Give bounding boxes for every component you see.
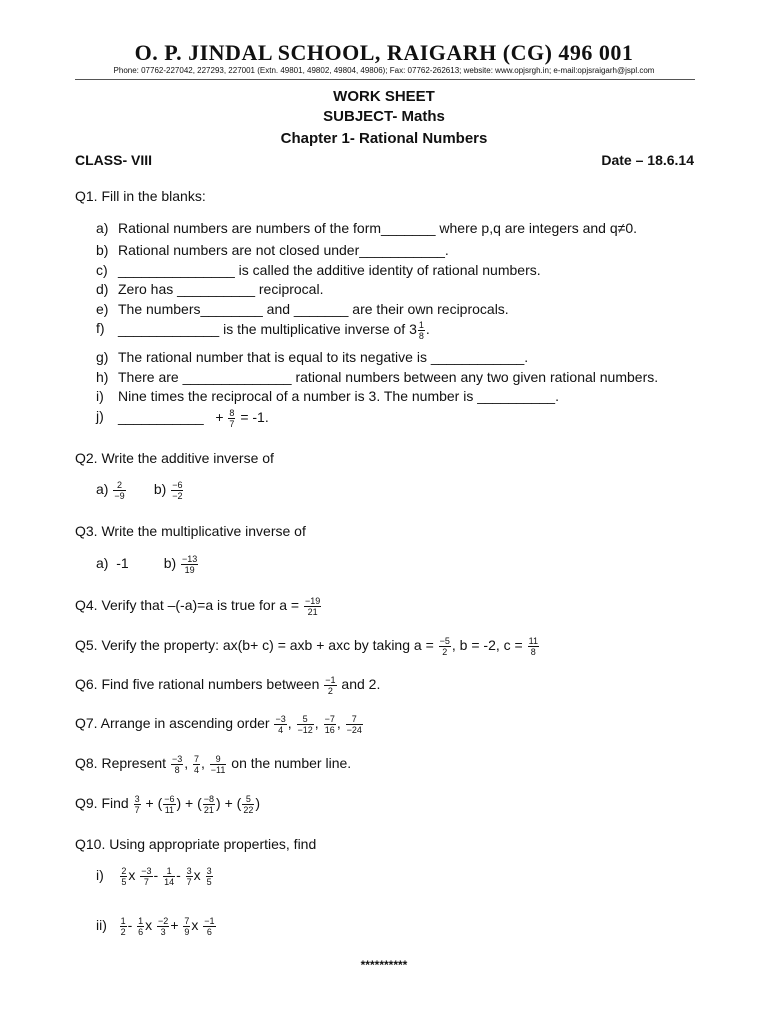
denominator: 8 [418,331,424,341]
numerator: −1 [204,916,215,926]
numerator: −13 [182,554,198,564]
item-text [118,408,269,429]
fraction [274,714,286,735]
denominator: −2 [172,491,183,501]
question-text: on the number line. [231,755,352,772]
fraction [210,754,227,775]
date-label: Date – 18.6.14 [601,152,694,168]
q9: Q9. Find $\frac{3}{7}$ + ( $\frac{-6}{11}$ ) + ( $\frac{-8}{21}$ ) + ( $\frac{5}{22}$ ) [75,794,261,815]
item-label: h) [96,369,109,385]
numerator: 1 [138,916,144,926]
denominator: 6 [138,927,144,937]
question-text: Q9. Find [75,795,129,812]
denominator: 7 [186,877,192,887]
numerator: −7 [324,714,335,724]
fraction [183,916,190,937]
item-label: b) [96,242,109,258]
item-label: e) [96,301,109,317]
part-label: i) [96,867,104,884]
fraction [186,866,193,887]
numerator: −3 [275,714,286,724]
worksheet-title: WORK SHEET [333,88,435,105]
fraction [324,675,336,696]
numerator: 3 [186,866,192,876]
denominator: 4 [274,724,286,735]
denominator: 9 [184,927,190,937]
numerator: −3 [141,866,152,876]
denominator: 5 [206,877,212,887]
denominator: 7 [229,419,235,429]
fraction [137,916,144,937]
fraction [228,408,235,429]
denominator: 4 [194,765,200,775]
question-text: Q6. Find five rational numbers between [75,676,320,693]
question-text: Q7. Arrange in ascending order [75,715,270,732]
q3-options [96,554,199,575]
item-text: The numbers________ and _______ are their own reciprocals. [118,301,509,317]
item-text: Zero has __________ reciprocal. [118,281,324,297]
denominator: 6 [203,926,215,937]
fraction [113,480,125,501]
fraction [163,794,175,815]
denominator: 11 [164,805,175,815]
item-text-part: _____________ is the multiplicative inverse of 3 [118,321,417,338]
chapter-title: Chapter 1- Rational Numbers [280,130,488,147]
question-text: Q4. Verify that –(-a)=a is true for a = [75,597,300,614]
q3-title: Q3. Write the multiplicative inverse of [75,523,306,539]
denominator: 22 [243,805,254,815]
fraction [163,866,175,887]
numerator: −6 [172,480,183,490]
option-label: a) [96,481,109,498]
item-text-end: . [425,321,430,338]
numerator: 1 [166,866,172,876]
denominator: 2 [120,927,126,937]
fraction [297,714,314,735]
fraction [418,320,425,341]
denominator: 19 [181,564,198,575]
option-label: b) [163,555,177,572]
item-label: i) [96,388,104,404]
q7: Q7. Arrange in ascending order $\frac{-3}{4}$ , $\frac{5}{-12}$ , $\frac{-7}{16}$ , $\frac{7}{-24}$ [75,714,362,735]
q1-item-j [0,408,768,432]
fraction [193,754,200,775]
q8: Q8. Represent $\frac{-3}{8}$ , $\frac{7}{4}$ , $\frac{9}{-11}$ on the number line. [75,754,352,775]
item-text: The rational number that is equal to its negative is ____________. [118,349,529,365]
denominator: 7 [140,876,152,887]
denominator: 7 [134,805,140,815]
numerator: −6 [164,794,175,804]
denominator: 21 [304,606,321,617]
numerator: 2 [116,480,122,490]
q5 [75,636,540,657]
denominator: −12 [297,725,313,735]
fraction [157,916,169,937]
q1-title: Q1. Fill in the blanks: [75,188,206,204]
fraction [203,794,215,815]
numerator: 7 [194,754,200,764]
class-label: CLASS- VIII [75,152,153,168]
numerator: 3 [134,794,140,804]
numerator: 3 [206,866,212,876]
numerator: 1 [418,320,424,330]
fraction [346,714,363,735]
question-text: and 2. [341,676,381,693]
option-value: -1 [116,555,129,572]
denominator: 16 [324,725,335,735]
numerator: 7 [351,714,357,724]
numerator: 1 [120,916,126,926]
denominator: 21 [203,805,214,815]
end-marker: ********** [360,958,408,972]
numerator: −19 [305,596,321,606]
denominator: −11 [210,765,226,775]
item-label: a) [96,220,109,236]
numerator: −5 [439,636,450,646]
numerator: 8 [229,408,235,418]
q10-part-ii: ii) $\frac{1}{2}$ - $\frac{1}{6}$ x $\frac{-2}{3}$ + $\frac{7}{9}$ x $\frac{-1}{6}$ [96,916,215,937]
item-text [118,320,430,341]
fraction [203,916,215,937]
question-text: Q5. Verify the property: ax(b+ c) = axb + axc by taking a = [75,637,434,654]
blank: ___________ [118,409,204,426]
numerator: 7 [184,916,190,926]
denominator: 2 [439,646,451,657]
fraction [181,554,198,575]
numerator: 11 [528,636,538,646]
numerator: 5 [302,714,308,724]
option-label: b) [153,481,167,498]
item-label: g) [96,349,109,365]
item-text: Nine times the reciprocal of a number is 3. The number is __________. [118,388,559,404]
fraction [528,636,539,657]
denominator: 8 [528,646,539,657]
item-label: d) [96,281,109,297]
numerator: 2 [121,866,127,876]
item-text-end: = -1. [240,409,269,426]
q4 [75,596,322,617]
denominator: 2 [324,685,336,696]
denominator: 5 [121,877,127,887]
numerator: 5 [245,794,251,804]
part-label: ii) [96,917,107,934]
item-label: f) [96,320,105,336]
q2-title: Q2. Write the additive inverse of [75,450,274,466]
denominator: −9 [114,491,125,501]
denominator: −24 [346,725,362,735]
q10-part-i: i) $\frac{2}{5}$ x $\frac{-3}{7}$ - $\frac{1}{14}$ - $\frac{3}{7}$ x $\frac{3}{5}$ [96,866,212,887]
fraction [242,794,254,815]
item-text: _______________ is called the additive identity of rational numbers. [118,262,541,278]
fraction [206,866,213,887]
numerator: −8 [203,794,215,804]
fraction [134,794,141,815]
numerator: −3 [171,754,183,764]
header-divider [75,79,695,80]
item-label: c) [96,262,108,278]
item-text: Rational numbers are numbers of the form_______ where p,q are integers and q≠0. [118,220,637,236]
fraction [120,866,127,887]
fraction [304,596,321,617]
q10-title: Q10. Using appropriate properties, find [75,836,317,852]
fraction [171,754,183,775]
option-label: a) [96,555,109,572]
numerator: −1 [325,675,336,685]
fraction [439,636,451,657]
fraction [120,916,127,937]
fraction [324,714,336,735]
numerator: 9 [215,754,221,764]
q2-options [96,480,184,501]
question-text: , b = -2, c = [451,637,523,654]
item-text: There are ______________ rational numbers between any two given rational numbers. [118,369,659,385]
contact-info: Phone: 07762-227042, 227293, 227001 (Extn. 49801, 49802, 49804, 49806); Fax: 07762-262613; website: www.opjsrgh.in; e-mail:opjsraigarh@jspl.com [113,66,655,75]
item-label: j) [96,408,104,424]
question-text: Q8. Represent [75,755,167,772]
numerator: −2 [158,916,169,926]
operator: + [215,409,224,426]
fraction [140,866,152,887]
subject-title: SUBJECT- Maths [323,108,445,125]
q6 [75,675,380,696]
denominator: 14 [164,877,175,887]
q1-item-f [0,320,768,344]
denominator: 3 [157,926,169,937]
denominator: 8 [171,764,183,775]
fraction [171,480,183,501]
item-text: Rational numbers are not closed under___________. [118,242,449,258]
school-name: O. P. JINDAL SCHOOL, RAIGARH (CG) 496 001 [134,40,634,65]
